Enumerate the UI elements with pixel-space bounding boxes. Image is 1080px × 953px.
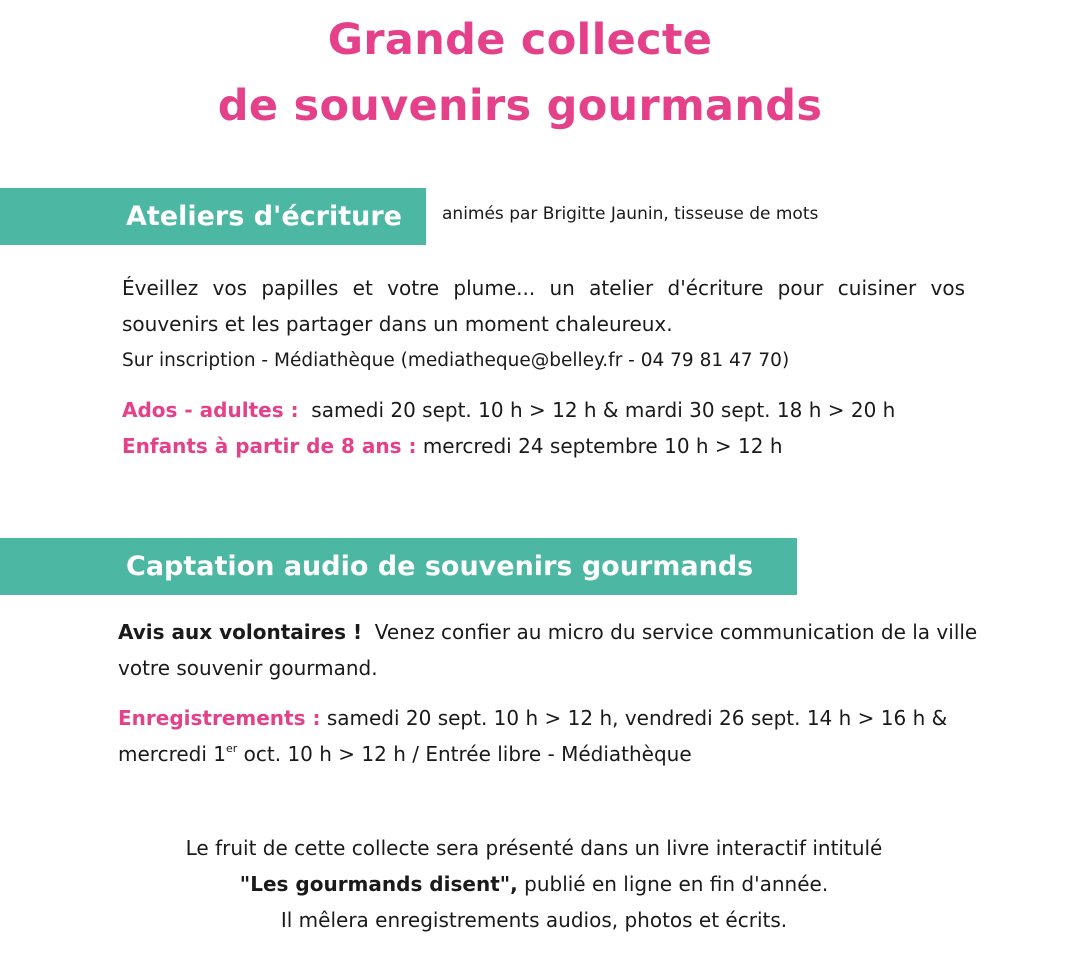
volunteers-label: Avis aux volontaires !	[118, 620, 363, 644]
enfants-schedule: mercredi 24 septembre 10 h > 12 h	[422, 434, 783, 458]
volunteers-text: Venez confier au micro du service communication de la ville votre souvenir gourmand.	[118, 620, 978, 680]
page-title-line-2: de souvenirs gourmands	[217, 81, 823, 131]
ordinal-superscript: er	[226, 742, 238, 755]
captation-heading-band	[0, 538, 797, 595]
enregistrements-label: Enregistrements :	[118, 706, 321, 730]
ateliers-subheading: animés par Brigitte Jaunin, tisseuse de mots	[442, 204, 819, 224]
schedule-ados-adultes	[122, 392, 895, 428]
closing-line-2	[0, 866, 1068, 902]
captation-intro-text	[118, 614, 988, 686]
page-title-line-1: Grande collecte	[327, 15, 713, 65]
captation-heading: Captation audio de souvenirs gourmands	[126, 551, 754, 582]
ateliers-heading-band	[0, 188, 426, 245]
closing-line-3: Il mêlera enregistrements audios, photos et écrits.	[280, 908, 788, 932]
schedule-enfants	[122, 428, 783, 464]
captation-schedule-text	[118, 700, 1018, 772]
ados-label: Ados - adultes :	[122, 398, 299, 422]
ados-schedule: samedi 20 sept. 10 h > 12 h & mardi 30 sept. 18 h > 20 h	[311, 398, 896, 422]
closing-text	[0, 830, 1068, 938]
closing-line-2-rest: publié en ligne en fin d'année.	[524, 872, 829, 896]
closing-line-1: Le fruit de cette collecte sera présenté dans un livre interactif intitulé	[185, 836, 883, 860]
enfants-label: Enfants à partir de 8 ans :	[122, 434, 417, 458]
enregistrements-dates: samedi 20 sept. 10 h > 12 h, vendredi 26 sept. 14 h > 16 h & mercredi 1	[118, 706, 948, 766]
ateliers-heading: Ateliers d'écriture	[126, 201, 402, 232]
book-title: "Les gourmands disent",	[239, 872, 518, 896]
ateliers-contact-text: Sur inscription - Médiathèque (mediatheque@belley.fr - 04 79 81 47 70)	[122, 350, 790, 371]
ateliers-intro-text: Éveillez vos papilles et votre plume... un atelier d'écriture pour cuisiner vos souvenirs et les partager dans un moment chaleureux.	[122, 276, 965, 336]
enregistrements-location: oct. 10 h > 12 h / Entrée libre - Médiathèque	[243, 742, 692, 766]
